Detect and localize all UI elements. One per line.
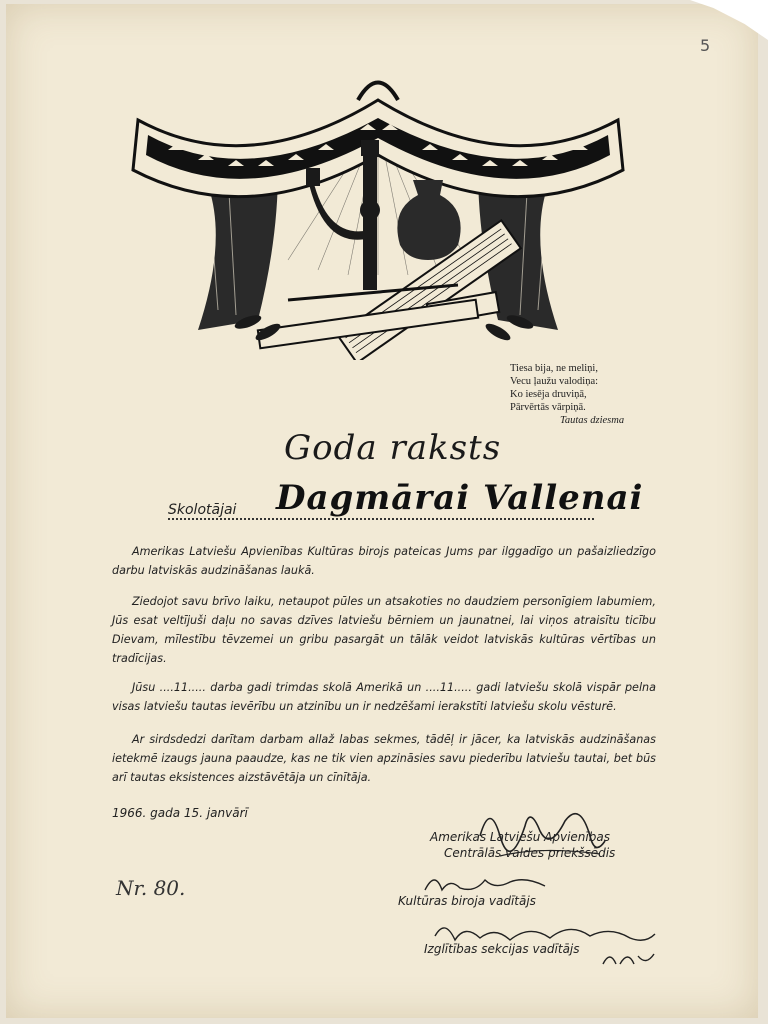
- addressee-name: Dagmārai Vallenai: [276, 478, 644, 518]
- signatory-1-org: Amerikas Latviešu Apvienības: [430, 830, 610, 844]
- addressee-dotted-line: [168, 518, 594, 520]
- folk-song-verse: [510, 362, 670, 427]
- page-number: 5: [700, 36, 711, 55]
- paragraph-4: Ar sirdsdedzi darītam darbam allaž labas sekmes, tādēļ ir jācer, ka latviskās audzināšanas ietekmē izaugs jauna paaudze, kas ne tik vien apzināsies savu piederību latviešu tautai, bet būs arī tautas eksistences aizstāvētāja un cīnītāja.: [112, 733, 656, 784]
- verse-source: Tautas dziesma: [560, 415, 625, 426]
- certificate-title: Goda raksts: [284, 428, 502, 468]
- addressee-label: Skolotājai: [168, 502, 237, 518]
- issue-date: 1966. gada 15. janvārī: [112, 806, 248, 820]
- paragraph-3: Jūsu ....11..... darba gadi trimdas skolā Amerikā un ....11..... gadi latviešu skolā vispār pelna visas latviešu tautas ievērību un atzinību un ir nedzēšami ierakstīti latviešu skolu vēsturē.: [112, 681, 656, 713]
- signatory-2-title: Kultūras biroja vadītājs: [398, 894, 536, 908]
- verse-line: Pārvērtās vārpiņā.: [510, 402, 586, 413]
- verse-line: Tiesa bija, ne meliņi,: [510, 363, 598, 374]
- paragraph-2: Ziedojot savu brīvo laiku, netaupot pūles un atsakoties no daudziem personīgiem labumiem, Jūs esat veltījuši daļu no savas dzīves latviešu bērniem un jaunatnei, lai viņos atraisītu ticību Dievam, mīlestību tēvzemei un gribu pasargāt un tālāk veidot latviskās kultūras vērtības un tradīcijas.: [112, 595, 656, 665]
- emblem-illustration: [128, 60, 628, 360]
- verse-line: Ko iesēja druviņā,: [510, 389, 587, 400]
- paragraph-1: Amerikas Latviešu Apvienības Kultūras birojs pateicas Jums par ilggadīgo un pašaizliedzīgo darbu latviskās audzināšanas laukā.: [112, 545, 656, 577]
- certificate-number: Nr. 80.: [116, 876, 186, 900]
- signatory-1-title: Centrālās valdes priekšsēdis: [444, 846, 616, 860]
- verse-line: Vecu ļaužu valodiņa:: [510, 376, 599, 387]
- signatory-3-title: Izglītības sekcijas vadītājs: [424, 942, 580, 956]
